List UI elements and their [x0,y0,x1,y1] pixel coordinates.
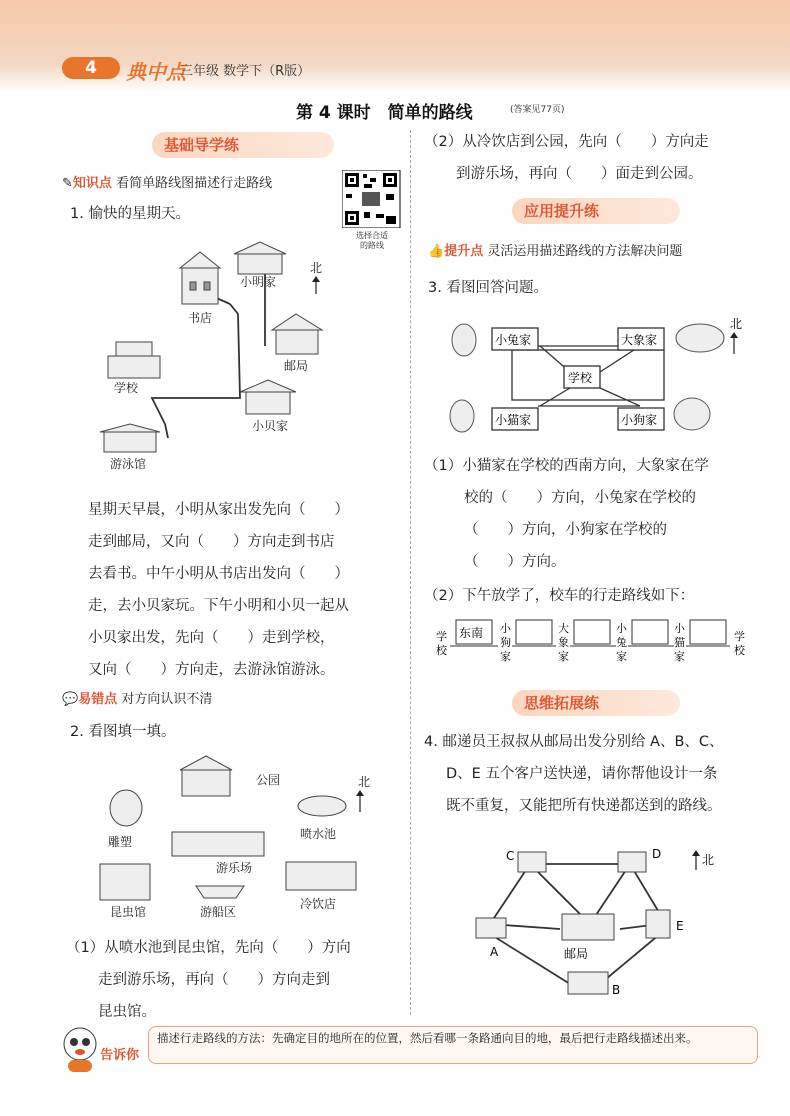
fountain [298,796,346,816]
route-stop-3: 小 [616,622,627,635]
label-d: D [652,847,662,861]
amusement-park [172,832,264,856]
label-north-q3: 北 [730,317,743,331]
label-xiaobei: 小贝家 [252,419,289,433]
label-c: C [506,849,515,863]
mistake-label: 易错点 [78,692,118,707]
xiaobei-house [240,380,296,414]
section-thinking: 思维拓展练 [512,690,680,716]
svg-text:家: 家 [674,650,685,663]
house-b [568,972,608,994]
improve-text: 灵活运用描述路线的方法解决问题 [487,244,683,259]
pencil-icon: ✎ [62,176,73,191]
insect-museum [100,864,150,900]
improve-label: 提升点 [444,244,484,259]
label-xiaoming: 小明家 [240,275,277,289]
route-stop-2: 大 [558,622,569,635]
label-amusement: 游乐场 [216,861,253,875]
page-banner [0,0,790,92]
elephant-picture [676,324,724,352]
section-apply: 应用提升练 [512,198,680,224]
q2-part2: （2）从冷饮店到公园，先向（ ）方向走 到游乐场，再向（ ）面走到公园。 [424,134,709,182]
label-boat: 游船区 [200,905,237,919]
house-c [518,852,546,872]
label-north-q2: 北 [358,775,371,789]
page-number: 4 [62,57,120,79]
route-stop-4: 小 [674,622,685,635]
label-statue: 雕塑 [108,835,133,849]
route-box-4 [632,620,668,644]
route-stop-1: 小 [500,622,511,635]
label-school: 学校 [114,381,139,395]
label-e: E [676,919,684,933]
q1-title: 1. 愉快的星期天。 [70,206,190,222]
route-end-2: 校 [734,644,745,657]
mascot-icon [58,1024,102,1074]
q3-title: 3. 看图回答问题。 [428,280,548,296]
label-post: 邮局 [284,359,309,373]
route-box-3 [574,620,610,644]
q2-map [96,752,386,932]
tip-box: 描述行走路线的方法：先确定目的地所在的位置，然后看哪一条路通向目的地，最后把行走路线描述出来。 [148,1026,758,1064]
svg-text:兔: 兔 [616,636,627,649]
bookstore-building [180,252,220,304]
route-start-1: 学 [436,630,447,643]
svg-text:狗: 狗 [500,636,511,649]
mistake-point [62,688,212,707]
dog-picture [674,398,710,430]
house-e [646,910,670,938]
label-park: 公园 [256,773,281,787]
knowledge-label: 知识点 [72,176,112,191]
svg-text:猫: 猫 [674,636,685,649]
post-office-q4 [562,914,614,940]
route-answer-1: 东南 [459,626,484,640]
label-insect: 昆虫馆 [110,905,147,919]
label-q3-school: 学校 [568,371,593,385]
label-b: B [612,983,621,997]
label-dog: 小狗家 [621,413,658,427]
answer-reference: (答案见77页) [510,105,565,115]
q1-text: 星期天早晨，小明从家出发先向（ ） 走到邮局，又向（ ）方向走到书店 去看书。中午小明从书店出发向（ ） 走，去小贝家玩。下午小明和小贝一起从 小贝家出发，先向（ ）走到学校， 又向（ ）方向走，去游泳馆游泳。 [88,502,349,678]
series-title: 三年级 数学下（R版） [180,64,311,79]
thumbs-up-icon: 👍 [428,244,445,259]
label-pool: 游泳馆 [110,457,147,471]
park-building [182,770,230,796]
label-bookstore: 书店 [188,311,213,325]
knowledge-point [62,172,272,191]
qr-code-icon[interactable] [342,170,402,228]
label-a: A [490,945,499,959]
house-a [476,918,506,938]
rabbit-picture [452,324,476,356]
label-post-q4: 邮局 [564,947,589,961]
label-north-q4: 北 [702,853,715,867]
q2-part1: （1）从喷水池到昆虫馆，先向（ ）方向 走到游乐场，再向（ ）方向走到 昆虫馆。 [66,940,351,1020]
chat-icon: 💬 [62,692,79,707]
label-drink: 冷饮店 [300,897,337,911]
xiaoming-house [234,242,286,274]
school-building [108,342,160,378]
route-start-2: 校 [436,644,447,657]
tell-you-label: 告诉你 [100,1048,140,1063]
improve-point [428,240,682,259]
label-fountain: 喷水池 [300,827,337,841]
q3-map [440,310,750,440]
house-d [618,852,646,872]
svg-text:家: 家 [500,650,511,663]
label-rabbit: 小兔家 [495,333,532,347]
label-north: 北 [310,261,323,275]
q3-part2-title: （2）下午放学了，校车的行走路线如下： [424,588,695,604]
q4-map [470,834,730,1004]
q3-route [436,614,756,674]
section-basic: 基础导学练 [152,132,334,158]
mistake-text: 对方向认识不清 [121,692,213,707]
boat [196,886,244,898]
column-divider [410,130,411,1015]
drink-shop [286,862,356,890]
statue [110,790,142,826]
route-box-2 [516,620,552,644]
qr-caption: 选择合适 的路线 [356,231,388,250]
q2-title: 2. 看图填一填。 [70,724,176,740]
pool-building [100,424,160,452]
label-elephant: 大象家 [621,333,658,347]
svg-text:家: 家 [616,650,627,663]
svg-text:家: 家 [558,650,569,663]
route-box-5 [690,620,726,644]
brand-logo: 典中点 [126,60,186,84]
route-end-1: 学 [734,630,745,643]
svg-text:象: 象 [558,636,569,649]
cat-picture [450,400,474,432]
knowledge-text: 看简单路线图描述行走路线 [116,176,273,191]
q3-part1: （1）小猫家在学校的西南方向，大象家在学 校的（ ）方向，小兔家在学校的 （ ）方向，小狗家在学校的 （ ）方向。 [424,458,709,570]
q4-text: 4. 邮递员王叔叔从邮局出发分别给 A、B、C、 D、E 五个客户送快递，请你帮他设计一条 既不重复，又能把所有快递都送到的路线。 [424,734,724,814]
lesson-title: 第 4 课时 简单的路线 [296,103,473,123]
q1-map [90,238,350,478]
post-office [272,314,322,354]
label-cat: 小猫家 [495,413,532,427]
